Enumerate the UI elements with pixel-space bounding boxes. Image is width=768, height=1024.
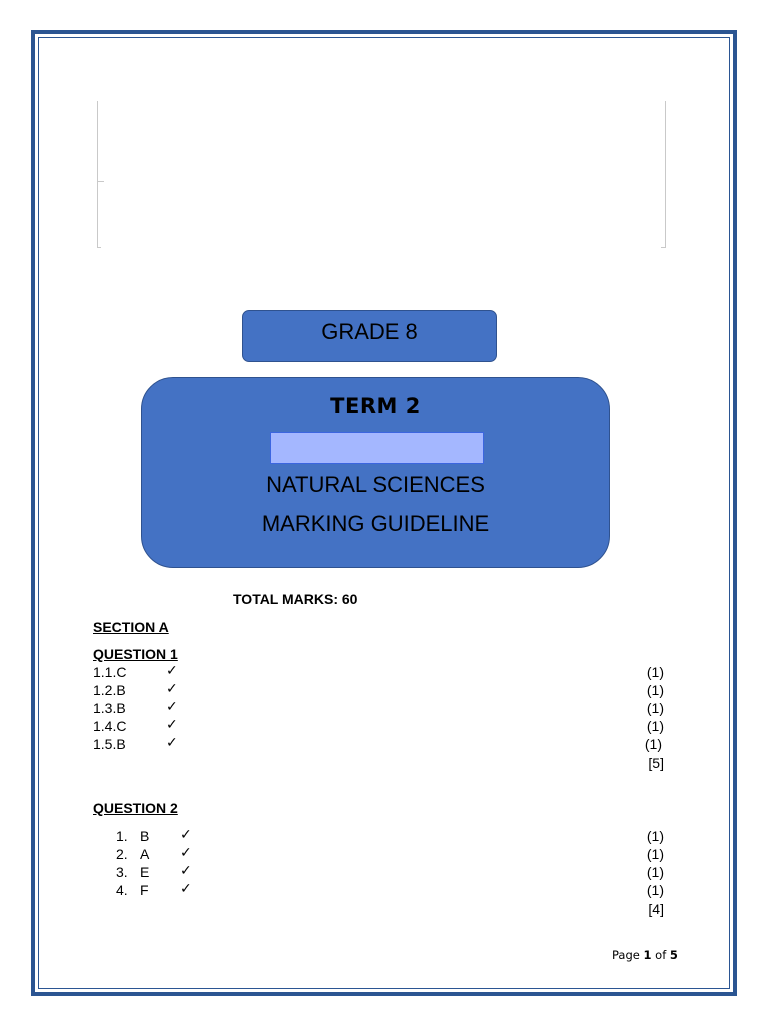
question-1-row [0,735,768,753]
of-word: of [655,948,667,962]
question-2-row [0,845,768,863]
subject-title: NATURAL SCIENCES [266,472,485,497]
question-1-total: [5] [648,755,664,771]
blank-name-field [270,432,484,464]
mark-value: (1) [646,864,664,880]
check-icon: ✓ [166,663,178,679]
check-icon: ✓ [180,845,192,861]
grade-label: GRADE 8 [321,319,418,344]
document-type-title: MARKING GUIDELINE [261,511,490,536]
question-2-row [0,881,768,899]
section-a-heading: SECTION A [93,619,169,635]
question-1-row [0,717,768,735]
answer-letter: F [140,882,149,898]
question-1-heading: QUESTION 1 [93,646,178,662]
answer-number: 4. [116,882,128,898]
answer-letter: B [140,828,150,844]
check-icon: ✓ [166,681,178,697]
page-current: 1 [643,948,652,962]
term-label: TERM 2 [330,394,421,418]
check-icon: ✓ [180,827,192,843]
question-1-row [0,663,768,681]
header-bottom-right-corner [661,247,665,248]
answer-label: 1.2.B [93,682,126,698]
mark-value: (1) [646,718,664,734]
answer-letter: A [140,846,150,862]
question-2-heading: QUESTION 2 [93,800,178,816]
page-total: 5 [669,948,678,962]
mark-value: (1) [646,828,664,844]
question-1-row [0,681,768,699]
question-2-row [0,827,768,845]
question-2-row [0,863,768,881]
header-left-tick [97,181,104,182]
answer-number: 2. [116,846,128,862]
check-icon: ✓ [180,863,192,879]
answer-number: 3. [116,864,128,880]
check-icon: ✓ [166,735,178,751]
header-left-rule [97,101,98,248]
page-word: Page [612,948,640,962]
check-icon: ✓ [166,699,178,715]
header-bottom-left-corner [97,247,101,248]
answer-label: 1.3.B [93,700,126,716]
question-2-total: [4] [648,901,664,917]
answer-label: 1.5.B [93,736,126,752]
answer-letter: E [140,864,150,880]
mark-value: (1) [646,664,664,680]
question-1-row [0,699,768,717]
header-right-rule [665,101,666,248]
mark-value: (1) [646,882,664,898]
check-icon: ✓ [166,717,178,733]
answer-label: 1.4.C [93,718,127,734]
mark-value: (1) [646,700,664,716]
mark-value: (1) [646,682,664,698]
answer-label: 1.1.C [93,664,127,680]
total-marks: TOTAL MARKS: 60 [233,591,358,607]
mark-value: (1) [646,846,664,862]
page-footer [612,947,678,963]
mark-value: (1) [644,736,662,752]
check-icon: ✓ [180,881,192,897]
answer-number: 1. [116,828,128,844]
